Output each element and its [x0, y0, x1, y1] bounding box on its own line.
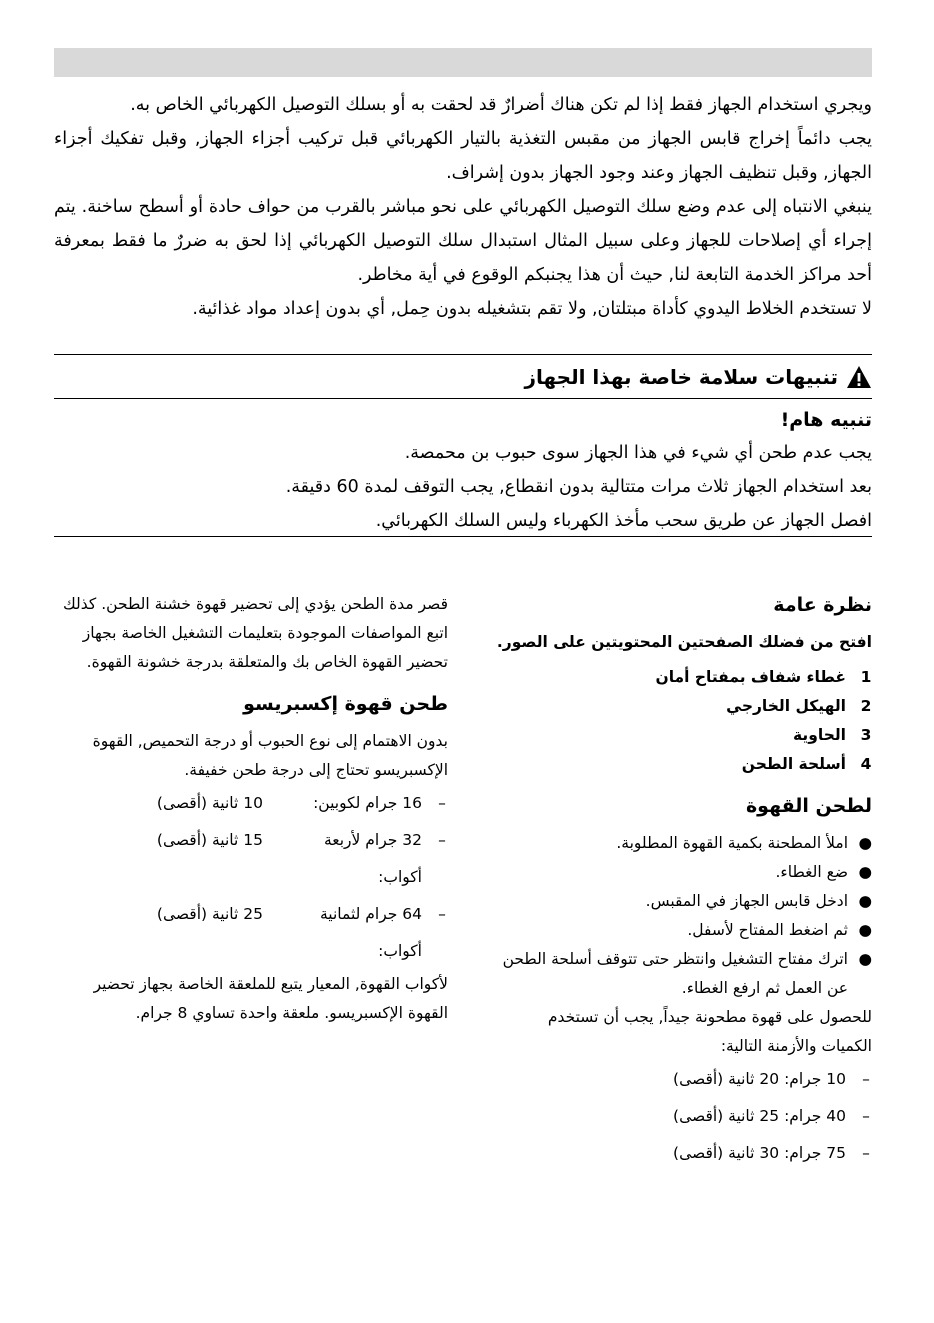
list-item: ● ثم اضغط المفتاح لأسفل.: [687, 921, 872, 939]
list-item: – 75 جرام: 30 ثانية (أقصى): [673, 1144, 870, 1162]
espresso-note: لأكواب القهوة, المعيار يتبع للملعقة الخاصة بجهاز تحضير القهوة الإكسبريسو. ملعقة واحدة تساوي 8 جرام.: [93, 975, 448, 1022]
grind-size-paragraph: قصر مدة الطحن يؤدي إلى تحضير قهوة خشنة الطحن. كذلك اتبع المواصفات الموجودة بتعليمات التشغيل الخاصة بجهاز تحضير القهوة الخاص بك والمتعلقة بدرجة خشونة القهوة.: [62, 595, 448, 671]
grinding-times: [494, 1061, 872, 1172]
grinding-title: لطحن القهوة: [745, 795, 872, 817]
espresso-paragraph: بدون الاهتمام إلى نوع الحبوب أو درجة التحميص, القهوة الإكسبريسو تحتاج إلى درجة طحن خفيفة.: [92, 732, 448, 779]
grinding-steps: [494, 829, 872, 1003]
divider: [54, 398, 872, 399]
warning-icon: [846, 365, 872, 389]
intro-paragraph: يجب دائماً إخراج قابس الجهاز من مقبس التغذية بالتيار الكهربائي قبل تركيب أجزاء الجهاز, وقبل تفكيك أجزاء الجهاز, وقبل تنظيف الجهاز وعند وجود الجهاز بدون إشراف.: [54, 129, 872, 183]
list-item: 2 الهيكل الخارجي: [726, 697, 872, 715]
warning-line: افصل الجهاز عن طريق سحب مأخذ الكهرباء وليس السلك الكهربائي.: [375, 511, 872, 531]
list-item: – 64 جرام لثمانية أكواب: 25 ثانية (أقصى): [156, 905, 446, 960]
warning-body: [54, 404, 872, 538]
safety-title-text: تنبيهات سلامة خاصة بهذا الجهاز: [524, 365, 838, 389]
list-item: ● ضع الغطاء.: [775, 863, 872, 881]
list-item: 4 أسلحة الطحن: [741, 755, 872, 773]
list-item: 1 غطاء شفاف بمفتاح أمان: [655, 668, 872, 686]
list-item: ● املأ المطحنة بكمية القهوة المطلوبة.: [616, 834, 872, 852]
right-column: [494, 590, 872, 1172]
overview-title: نظرة عامة: [773, 594, 872, 616]
intro-section: [54, 88, 872, 326]
espresso-title: طحن قهوة إكسبريسو: [243, 693, 448, 715]
list-item: – 16 جرام لكوبين: 10 ثانية (أقصى): [156, 794, 446, 812]
espresso-list: [54, 785, 448, 970]
warning-line: يجب عدم طحن أي شيء في هذا الجهاز سوى حبوب بن محمصة.: [404, 443, 872, 463]
warning-line: بعد استخدام الجهاز ثلاث مرات متتالية بدون انقطاع, يجب التوقف لمدة 60 دقيقة.: [285, 477, 872, 497]
list-item: ● ادخل قابس الجهاز في المقبس.: [645, 892, 872, 910]
divider: [54, 354, 872, 355]
intro-paragraph: لا تستخدم الخلاط اليدوي كأداة مبتلتان, ولا تقم بتشغيله بدون حِمل, أي بدون إعداد مواد غذائية.: [192, 299, 872, 319]
safety-title: [54, 365, 872, 389]
left-column: [54, 590, 448, 1028]
list-item: – 40 جرام: 25 ثانية (أقصى): [673, 1107, 870, 1125]
warning-heading: تنبيه هام!: [780, 409, 872, 431]
parts-list: [494, 663, 872, 779]
top-header-bar: [54, 48, 872, 77]
list-item: ● اترك مفتاح التشغيل وانتظر حتى تتوقف أسلحة الطحن عن العمل ثم ارفع الغطاء.: [502, 950, 872, 997]
overview-intro: افتح من فضلك الصفحتين المحتويتين على الصور.: [496, 633, 872, 651]
list-item: 3 الحاوية: [793, 726, 872, 744]
grinding-note: للحصول على قهوة مطحونة جيداً, يجب أن تستخدم الكميات والأزمنة التالية:: [547, 1008, 872, 1055]
intro-paragraph: ينبغي الانتباه إلى عدم وضع سلك التوصيل الكهربائي على نحو مباشر بالقرب من حواف حادة أو أسطح ساخنة. يتم إجراء أي إصلاحات للجهاز وعلى سبيل المثال استبدال سلك التوصيل الكهربائي إذا لحق به ضررٌ ما فقط بمعرفة أحد مراكز الخدمة التابعة لنا, حيث أن هذا يجنبكم الوقوع في أية مخاطر.: [54, 197, 872, 285]
divider: [54, 536, 872, 537]
list-item: – 10 جرام: 20 ثانية (أقصى): [673, 1070, 870, 1088]
intro-paragraph: ويجري استخدام الجهاز فقط إذا لم تكن هناك أضرارٌ قد لحقت به أو بسلك التوصيل الكهربائي الخاص به.: [130, 95, 872, 115]
list-item: – 32 جرام لأربعة أكواب: 15 ثانية (أقصى): [156, 831, 446, 886]
